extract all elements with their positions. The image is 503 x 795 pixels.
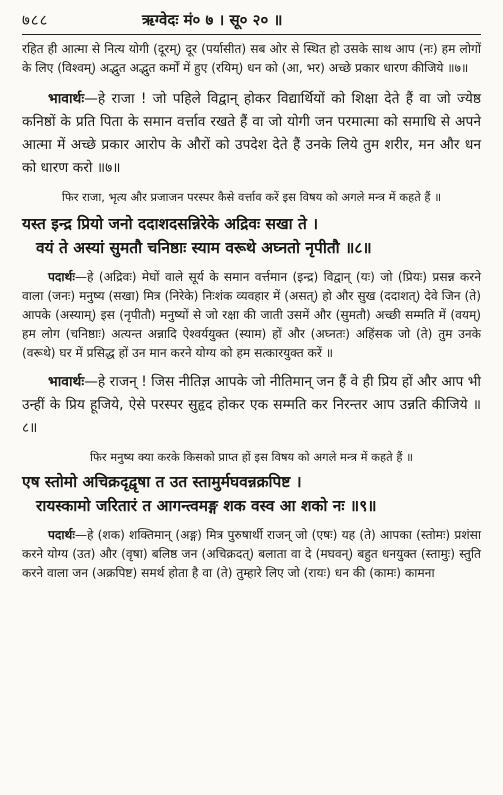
header-rule [22, 34, 481, 35]
bhavartha-text: —हे राजन् ! जिस नीतिज्ञ आपके जो नीतिमान् जन हैं वे ही प्रिय हों और आप भी उन्हीं के प्रिय हूजिये, ऐसे परस्पर सुहृद होकर एक सम्मति कर निरन्तर आप उन्नति कीजिये ॥८॥ [22, 374, 481, 436]
bhavartha-label: भावार्थः [48, 374, 85, 390]
paragraph-continuation: रहित ही आत्मा से नित्य योगी (दूरम्) दूर (पर्यासीत) सब ओर से स्थित हो उसके साथ आप (नः) हम लोगों के लिए (विश्वम्) अद्भुत अद्भुत कर्मों में हुए (रयिम्) धन को (आ, भर) अच्छे प्रकार धारण कीजिये ॥७॥ [22, 42, 481, 75]
page-number: ७८८ [22, 11, 49, 29]
bhavartha-text: —हे राजा ! जो पहिले विद्वान् होकर विद्यार्थियों को शिक्षा देते हैं वा जो ज्येष्ठ कनिष्ठों के प्रति पिता के समान वर्त्ताव रखते हैं वा जो योगी जन परमात्मा को समाधि से अपने आत्मा में अच्छे प्रकार आरोप के औरों को उपदेश देते हैं उनके लिये तुम शरीर, मन और धन को धारण करो ॥७॥ [22, 91, 481, 176]
mantra-intro: फिर राजा, भृत्य और प्रजाजन परस्पर कैसे वर्त्ताव करें इस विषय को अगले मन्त्र में कहते हैं ॥ [61, 190, 442, 204]
bhavartha-label: भावार्थः [48, 91, 85, 107]
mantra-line: एष स्तोमो अचिक्रदृद्वृषा त उत स्तामुर्मघवन्नक्रपिष्ट । [22, 472, 302, 491]
page-body [22, 40, 481, 583]
padartha-text: —हे (अद्रिवः) मेघों वाले सूर्य के समान वर्त्तमान (इन्द्र) विद्वान् (यः) जो (प्रियः) प्रसन्न करने वाला (जनः) मनुष्य (सखा) मित्र (निरेके) निःशंक व्यवहार में (असत्) हो और सुख (ददाशत्) देवे जिन (ते) आपके (अस्याम्) इस (नृपीतौ) मनुष्यों से जो रक्षा की जाती उसमें और (सुमतौ) अच्छी सम्मति में (वयम्) हम लोग (चनिष्ठाः) अत्यन्त अन्नादि ऐश्वर्ययुक्त (स्याम) हों और (अघ्नतः) अहिंसक जो (ते) तुम उनके (वरूथे) घर में प्रसिद्ध हों उन मान करने योग्य को हम सत्कारयुक्त करें ॥ [22, 270, 481, 360]
mantra-line: रायस्कामो जरितारं त आगन्त्वमङ्ग शक वस्व आ शको नः ॥९॥ [36, 496, 377, 515]
padartha-label: पदार्थः [48, 528, 75, 542]
running-title: ऋग्वेदः मं० ७ । सू० २० ॥ [142, 11, 283, 29]
page-header [22, 10, 481, 32]
bhavartha-paragraph [22, 371, 481, 440]
padartha-label: पदार्थः [48, 270, 75, 284]
mantra-intro: फिर मनुष्य क्या करके किसको प्राप्त हों इस विषय को अगले मन्त्र में कहते हैं ॥ [90, 450, 413, 464]
padartha-paragraph [22, 526, 481, 583]
bhavartha-paragraph [22, 88, 481, 180]
mantra-line: वयं ते अस्यां सुमतौ चनिष्ठाः स्याम वरूथे अघ्नतो नृपीतौ ॥८॥ [36, 238, 372, 257]
padartha-paragraph [22, 268, 481, 363]
mantra-line: यस्त इन्द्र प्रियो जनो ददाशदसन्निरेके अद्रिवः सखा ते । [22, 214, 319, 233]
padartha-text: —हे (शक) शक्तिमान् (अङ्ग) मित्र पुरुषार्थी राजन् जो (एषः) यह (ते) आपका (स्तोमः) प्रशंसा करने योग्य (उत) और (वृषा) बलिष्ठ जन (अचिक्रदत्) बलाता वा दे (मघवन्) बहुत धनयुक्त (स्तामुः) स्तुति करने वाला जन (अक्रपिष्ट) समर्थ होता है वा (ते) तुम्हारे लिए जो (रायः) धन की (कामः) कामना [22, 528, 481, 580]
